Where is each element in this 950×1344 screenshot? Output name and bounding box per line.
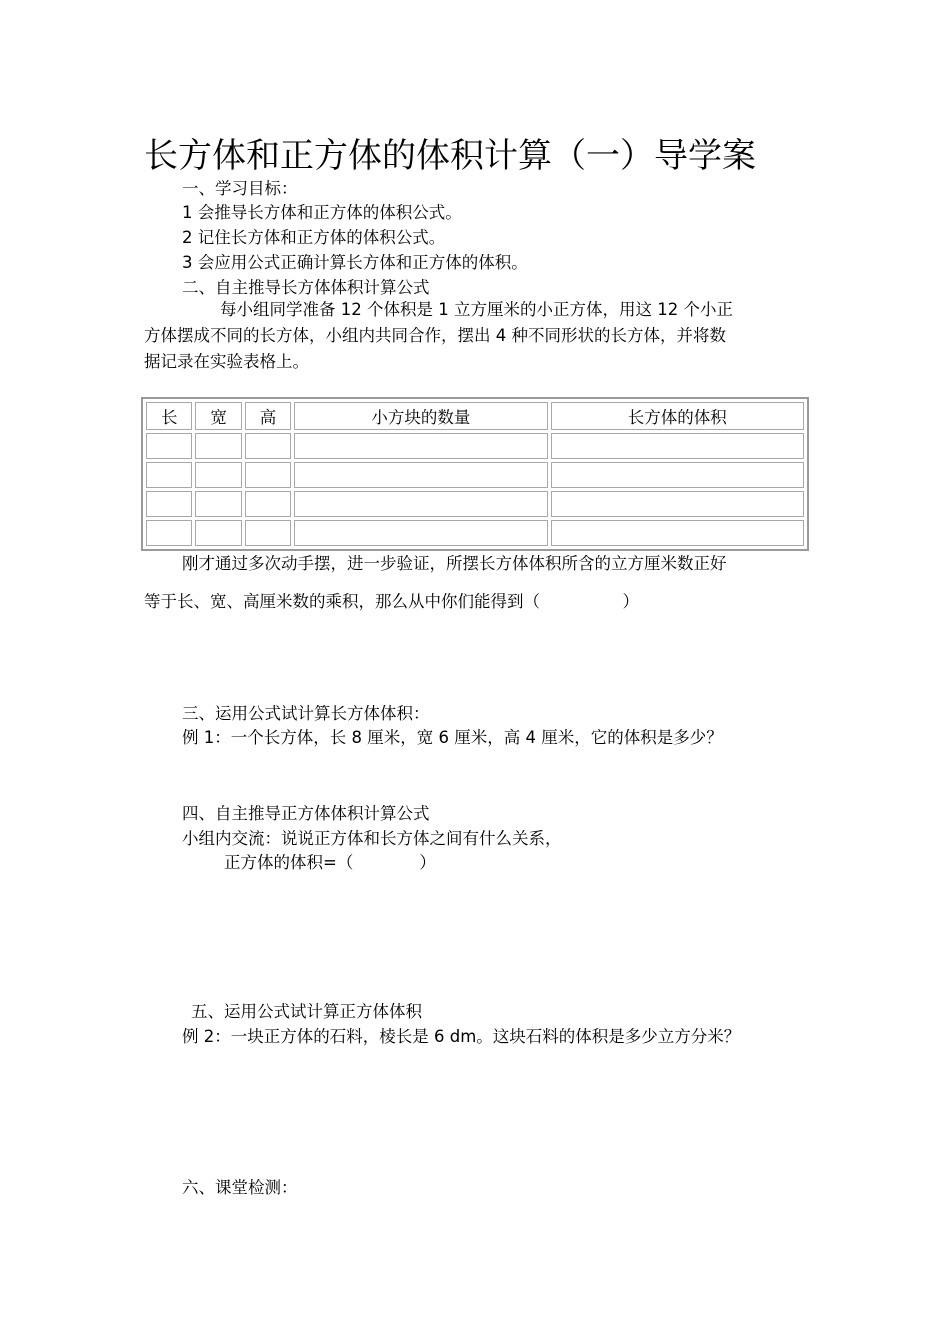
section1-heading: 一、学习目标： [182, 179, 298, 198]
conclusion-line: 刚才通过多次动手摆，进一步验证，所摆长方体体积所含的立方厘米数正好 [182, 554, 727, 573]
goal-item: 3 会应用公式正确计算长方体和正方体的体积。 [182, 253, 528, 272]
section3-heading: 三、运用公式试计算长方体体积： [182, 704, 430, 723]
intro-line: 据记录在实验表格上。 [144, 352, 309, 371]
table-cell[interactable] [551, 520, 804, 546]
table-cell[interactable] [245, 462, 291, 488]
page-title: 长方体和正方体的体积计算（一）导学案 [144, 136, 756, 176]
table-row [146, 462, 804, 488]
goal-item: 2 记住长方体和正方体的体积公式。 [182, 228, 446, 247]
table-cell[interactable] [245, 433, 291, 459]
table-cell[interactable] [245, 491, 291, 517]
table-cell[interactable] [195, 491, 241, 517]
table-cell[interactable] [294, 491, 547, 517]
table-cell[interactable] [294, 462, 547, 488]
table-cell[interactable] [551, 462, 804, 488]
section4-line: 小组内交流：说说正方体和长方体之间有什么关系， [182, 829, 562, 848]
intro-line: 每小组同学准备 12 个体积是 1 立方厘米的小正方体，用这 12 个小正 [220, 300, 733, 319]
table-cell[interactable] [551, 433, 804, 459]
section4-heading: 四、自主推导正方体体积计算公式 [182, 804, 430, 823]
goal-item: 1 会推导长方体和正方体的体积公式。 [182, 203, 462, 222]
table-cell[interactable] [146, 433, 192, 459]
table-cell[interactable] [245, 520, 291, 546]
intro-line: 方体摆成不同的长方体，小组内共同合作，摆出 4 种不同形状的长方体，并将数 [144, 326, 726, 345]
table-row [146, 491, 804, 517]
table-cell[interactable] [146, 520, 192, 546]
table-cell[interactable] [195, 520, 241, 546]
table-row [146, 520, 804, 546]
experiment-table [141, 397, 809, 551]
table-cell[interactable] [195, 462, 241, 488]
table-cell[interactable] [294, 433, 547, 459]
table-header-cell: 长方体的体积 [551, 402, 804, 430]
table-header-cell: 小方块的数量 [294, 402, 547, 430]
section6-heading: 六、课堂检测： [182, 1178, 298, 1197]
example-2: 例 2：一块正方体的石料，棱长是 6 dm。这块石料的体积是多少立方分米？ [182, 1027, 741, 1046]
table-cell[interactable] [294, 520, 547, 546]
table-cell[interactable] [146, 462, 192, 488]
section5-heading: 五、运用公式试计算正方体体积 [191, 1002, 422, 1021]
table-cell[interactable] [146, 491, 192, 517]
section2-heading: 二、自主推导长方体体积计算公式 [182, 278, 430, 297]
table-cell[interactable] [551, 491, 804, 517]
table-cell[interactable] [195, 433, 241, 459]
conclusion-line: 等于长、宽、高厘米数的乘积，那么从中你们能得到（ ） [144, 592, 639, 611]
table-header-cell: 高 [245, 402, 291, 430]
cube-volume-formula: 正方体的体积=（ ） [224, 853, 436, 872]
example-1: 例 1：一个长方体，长 8 厘米，宽 6 厘米，高 4 厘米，它的体积是多少？ [182, 728, 723, 747]
table-header-cell: 宽 [195, 402, 241, 430]
table-header-row [146, 402, 804, 430]
table-header-cell: 长 [146, 402, 192, 430]
table-row [146, 433, 804, 459]
